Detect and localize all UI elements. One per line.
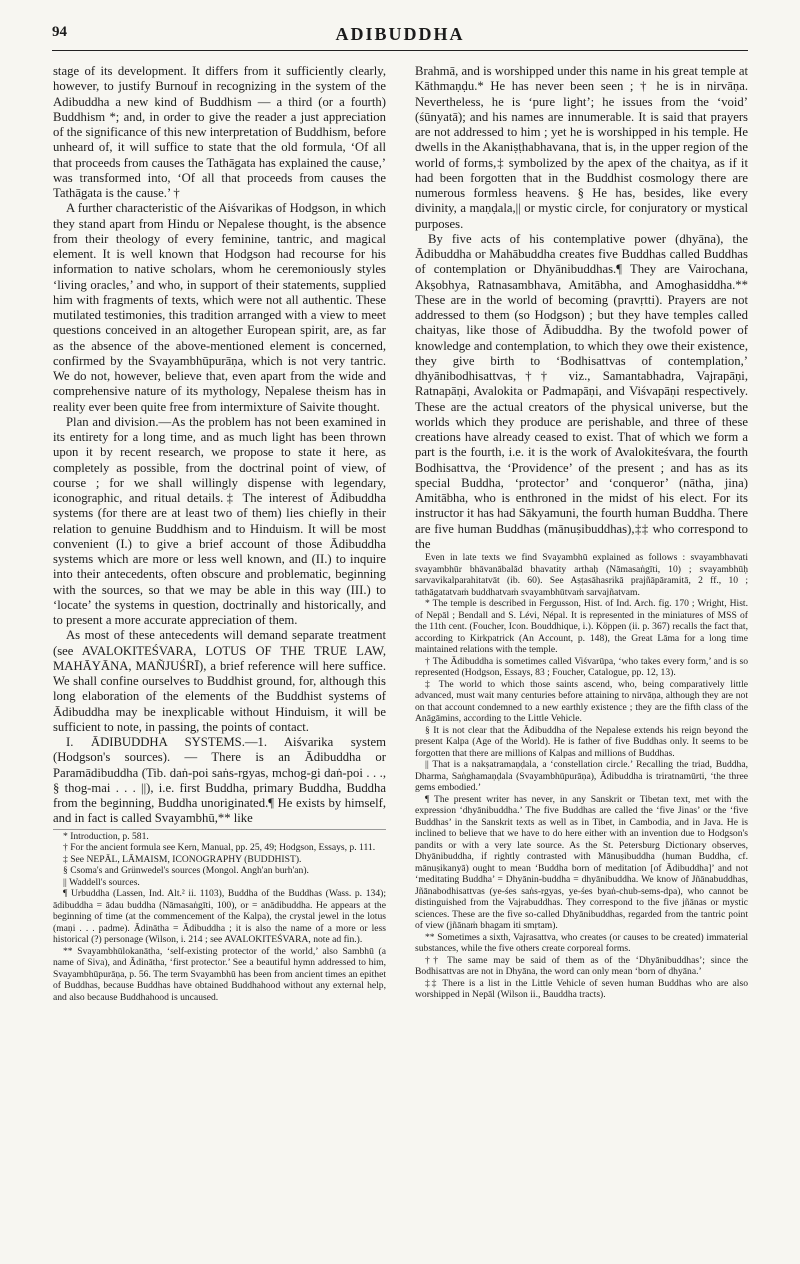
footnote: * The temple is described in Fergusson, Hist. of Ind. Arch. fig. 170 ; Wright, Hist. of Nepāl ; Bendall and S. Lévi, Népal. It is represented in the miniatures of MSS of the 11th cent. (Foucher, Icon. Bouddhique, i.). Köppen (ii. p. 367) recalls the fact that, according to Kirkpatrick (An Account, p. 148), the Great Lāma for a long time maintained relations with the temple. [415, 598, 748, 655]
page-number: 94 [52, 24, 67, 40]
footnote: * Introduction, p. 581. [63, 830, 149, 842]
right-body-text [415, 64, 748, 552]
footnote: § It is not clear that the Ādibuddha of the Nepalese extends his reign beyond the present Kalpa (Age of the World). He is father of five Buddhas only. It seems to be forgotten that there are millions of Kalpas and millions of Buddhas. [415, 724, 748, 759]
footnote: || That is a nakṣatramaṇḍala, a ‘constellation circle.’ Recalling the triad, Buddha, Dharma, Saṅghamaṇḍala (Svayambhūpurāṇa), Ādibuddha is triratnamūrti, ‘the three gems embodied.’ [415, 759, 748, 793]
left-footnotes [53, 829, 386, 1004]
footnote: ¶ The present writer has never, in any Sanskrit or Tibetan text, met with the expression ‘dhyānibuddha.’ The five Buddhas are called the ‘five Jinas’ or the ‘five Buddhas’ in the Sanskrit texts as well as in Tibet, in Cambodia, and in Java. He is inclined to believe that we have to do here either with an invention due to Hodgson's pandits or with a very late source. As the St. Petersburg Dictionary observes, Dhyānibuddha, if rightly contrasted with Mānuṣibuddha (human Buddha, cf. mānuṣikanyā) ought to mean ‘Buddha born of meditation [of Ādibuddha]’ and not ‘meditating Buddha’ = Dhyānin-buddha = dhyānibuddha. We know of Jñānabuddhas, Jñānabodhisattvas (ye-śes saṅs-rgyas, ye-śes byaṅ-chub-sems-dpa), who cannot be distinguished from the Vajrabuddhas. They correspond to the five jñānas or mystic sciences. These are the five so-called Dhyānibuddhas, regarded from the tantric point of view (jñānaṁ bhagam iti smṛtam). [415, 793, 748, 931]
footnote: ‡ See NEPĀL, LĀMAISM, ICONOGRAPHY (BUDDHIST). [63, 853, 302, 865]
footnote: ** Svayambhūlokanātha, ‘self-existing protector of the world,’ also Sambhū (a name of Siva), and Ādinātha, ‘first protector.’ See a beautiful hymn addressed to him, Svayambhūpurāṇa, p. 56. The term Svayambhū has been from ancient times an epithet of Buddhas, because Buddhas have obtained Buddhahood without any external help, and also because Buddhahood is uncaused. [53, 945, 386, 1003]
left-body-text [53, 64, 386, 827]
page-header [52, 24, 748, 51]
right-column [415, 64, 748, 1001]
footnote: † For the ancient formula see Kern, Manual, pp. 25, 49; Hodgson, Essays, p. 111. [63, 842, 376, 853]
footnote: ** Sometimes a sixth, Vajrasattva, who creates (or causes to be created) immaterial substances, while the five others create corporeal forms. [415, 931, 748, 954]
footnote: ‡‡ There is a list in the Little Vehicle of seven human Buddhas who are also worshipped in Nepāl (Wilson ii., Bauddha tracts). [415, 977, 748, 1000]
paragraph: By five acts of his contemplative power (dhyāna), the Ādibuddha or Mahābuddha creates five Buddhas called Buddhas of contemplation or Dhyānibuddhas.¶ They are Vairochana, Akṣobhya, Ratnasambhava, Amitābha, and Amoghasiddha.** These are in the world of becoming (pravṛtti). Prayers are not addressed to them (so Hodgson) ; but they have temples called chaityas, like those of Ādibuddha. By the twofold power of knowledge and contemplation, to which they owe their existence, they give birth to ‘Bodhisattvas of contemplation,’ dhyānibodhisattvas,†† viz., Samantabhadra, Vajrapāṇi, Ratnapāṇi, Avalokita or Padmapāṇi, and Viśvapāṇi respectively. These are the actual creators of the physical universe, but the worlds which they produce are perishable, and three of these creations have already ceased to exist. That of which we form a part is the fourth, i.e. it is the work of Avalokiteśvara, the fourth Bodhisattva, the ‘Providence’ of the present ; and has as its special Buddha, ‘protector’ and ‘conqueror’ (nātha, jina) Amitābha, who is enthroned in the midst of his elect. For its instructor it has had Sākyamuni, the fourth human Buddha. There are five human Buddhas (mānuṣibuddhas),‡‡ who correspond to the [415, 231, 748, 551]
footnote: † The Ādibuddha is sometimes called Viśvarūpa, ‘who takes every form,’ and is so represented (Hodgson, Essays, 83 ; Foucher, Catalogue, pp. 12, 13). [415, 655, 748, 678]
paragraph: Brahmā, and is worshipped under this name in his great temple at Kāthmaṇḍu.* He has never been seen ; † he is in nirvāṇa. Nevertheless, he is ‘pure light’; he issues from the ‘void’ (śūnyatā); and his names are innumerable. It is said that prayers are not addressed to him ; yet he is worshipped in his temple. He dwells in the Akaniṣṭhabhavana, that is, in the upper region of the world of forms,‡ symbolized by the apex of the chaitya, as if it had been forgotten that in the Buddhist cosmology there are numerous formless heavens. § He has, besides, like every divinity, a maṇḍala,|| or mystic circle, for conjuratory or mystical purposes. [415, 64, 748, 231]
footnote: § Csoma's and Grünwedel's sources (Mongol. Angh'an burh'an). [63, 865, 309, 876]
footnote: || Waddell's sources. [63, 876, 140, 888]
right-footnotes [415, 552, 748, 1001]
paragraph: I. ĀDIBUDDHA SYSTEMS.—1. Aiśvarika system (Hodgson's sources). — There is an Ādibuddha or Paramādibuddha (Tib. daṅ-poi saṅs-rgyas, mchog-gi daṅ-poi . . ., § thog-mai . . . ||), i.e. first Buddha, primary Buddha, Buddha from the beginning, Buddha unoriginated.¶ He exists by himself, and in fact is called Svayambhū,** like [53, 735, 386, 826]
paragraph: As most of these antecedents will demand separate treatment (see AVALOKITEŚVARA, LOTUS OF THE TRUE LAW, MAHĀYĀNA, MAÑJUŚRĪ), a brief reference will here suffice. We shall confine ourselves to Buddhist ground, for, although this long elaboration of the elements of the Buddhist systems of Ādibuddha may be inexplicable without Hinduism, it will be sufficient to note, in passing, the points of contact. [53, 628, 386, 734]
paragraph: stage of its development. It differs from it sufficiently clearly, however, to justify Burnouf in recognizing in the system of the Adibuddha a new kind of Buddhism — a third (or a fourth) Buddhism *; and, in order to give the reader a just appreciation of the significance of this new interpretation of Buddhism, before unheard of, it will suffice to state that the old formula, ‘Of all that proceeds from causes the Tathāgata has explained the cause,’ was transformed into, ‘Of all that proceeds from causes the Tathāgata is the cause.’ † [53, 64, 386, 200]
running-title: ADIBUDDHA [335, 24, 465, 44]
paragraph: A further characteristic of the Aiśvarikas of Hodgson, in which they stand apart from Hindu or Nepalese thought, is the absence from their theology of every feminine, tantric, and magical element. It is well known that Hodgson had recourse for his information to native scholars, whom he ceremoniously styles ‘living oracles,’ and who, in support of their statements, supplied him with fragments of texts, which were not all authentic. These mutilated testimonies, this tradition arranged with a view to meet questions conceived in an altogether European spirit, are, as far as the absence of the above-mentioned element is concerned, confirmed by the Svayambhūpurāṇa, which is not very tantric. We do not, however, believe that, even apart from the wide and comprehensive nature of its mythology, Nepalese theism has in reality ever been quite free from intermixture of Saivite thought. [53, 201, 386, 414]
footnote: ‡ The world to which those saints ascend, who, being comparatively little advanced, must wait many centuries before attaining to nirvāṇa, although they are not on that account condemned to a new earthly existence ; they are the fifth class of the Anāgāmins, according to the Little Vehicle. [415, 678, 748, 724]
paragraph: Plan and division.—As the problem has not been examined in its entirety for a long time, and as much light has been thrown upon it by recent research, we propose to state it here, as completely as possible, from the doctrinal point of view, of course ; for we shall willingly dispense with legendary, iconographic, and ritual details.‡ The interest of Ādibuddha systems (for there are at least two of them) lies chiefly in their relation to genuine Buddhism and to Hinduism. It will be most convenient (I.) to give a brief account of those Ādibuddha systems which are more or less well known, and (II.) to inquire into their antecedents, often obscure and problematic, beginning with the sources, so that we may be able in this way (III.) to ‘locate’ the systems in question, doctrinally and historically, and to present a more accurate appreciation of them. [53, 414, 386, 627]
left-column [53, 64, 386, 1003]
footnote: Even in late texts we find Svayambhū explained as follows : svayambhavati svayambhūr bhāvanābalād bhavatity arthaḥ (Nāmasaṅgīti, 10) ; svayambhūḥ sarvavikalparahitatvāt (ib. 60). See Aṣṭasāhasrikā prajñāpāramitā, 2 ff., 10 ; tathāgatatvaṁ buddhatvaṁ svayambhūtvaṁ sarvajñatvam. [415, 552, 748, 598]
footnote: ¶ Urbuddha (Lassen, Ind. Alt.² ii. 1103), Buddha of the Buddhas (Wass. p. 134); ādibuddha = ādau buddha (Nāmasaṅgīti, 100), or = anādibuddha. He appears at the beginning of time (at the commencement of the Kalpa), the crystal jewel in the lotus (maṇi . . . padme). Ādinātha = Ādibuddha ; it is also the name of a more or less historical (?) personage (Wilson, i. 214 ; see AVALOKITEŚVARA, note ad fin.). [53, 888, 386, 945]
footnote: †† The same may be said of them as of the ‘Dhyānibuddhas’; since the Bodhisattvas are not in Dhyāna, the word can only mean ‘born of dhyāna.’ [415, 954, 748, 977]
